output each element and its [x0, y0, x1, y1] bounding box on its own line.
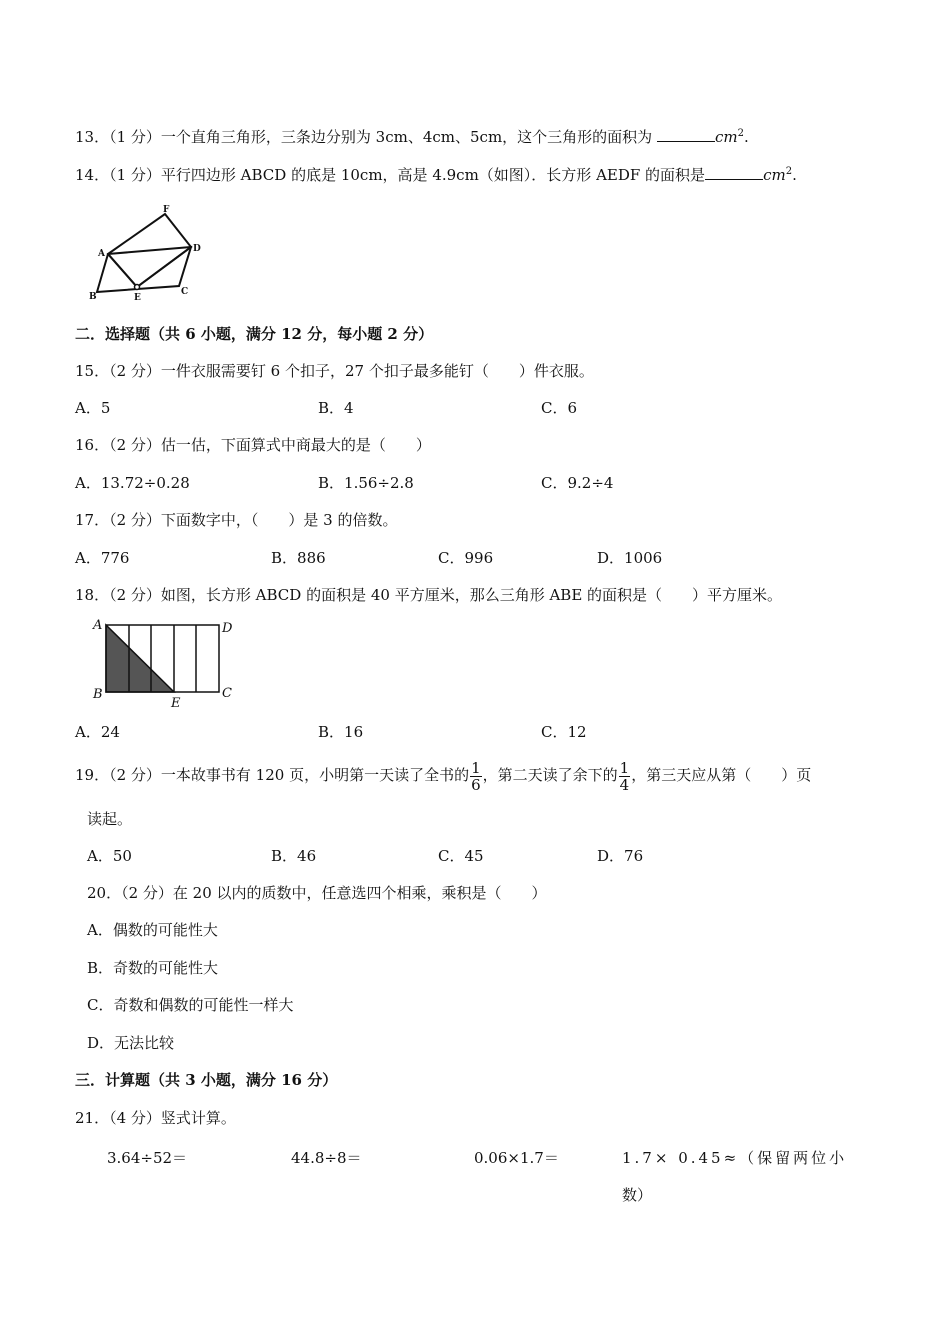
- calc-item-3: 0.06×1.7＝: [474, 1149, 559, 1167]
- option-c[interactable]: C．6: [541, 399, 578, 417]
- label-c: C: [181, 287, 189, 297]
- question-21: 21．（4 分）竖式计算。: [75, 1109, 236, 1127]
- unit: cm: [763, 166, 786, 184]
- option-b[interactable]: B．奇数的可能性大: [87, 959, 219, 977]
- label-a: A: [93, 618, 103, 633]
- calc-item-4-line2: 数）: [622, 1186, 653, 1204]
- question-15: 15．（2 分）一件衣服需要钉 6 个扣子，27 个扣子最多能钉（ ）件衣服。: [75, 362, 594, 380]
- calc-item-1: 3.64÷52＝: [107, 1149, 188, 1167]
- unit-exponent: 2: [785, 166, 793, 177]
- option-d[interactable]: D．76: [597, 847, 644, 865]
- option-c[interactable]: C．996: [438, 549, 494, 567]
- q19-part1: 19．（2 分）一本故事书有 120 页，小明第一天读了全书的: [75, 766, 470, 784]
- question-13: [75, 124, 749, 147]
- option-a[interactable]: A．偶数的可能性大: [87, 921, 218, 939]
- parallelogram-figure: [85, 200, 215, 305]
- option-a[interactable]: A．776: [75, 549, 130, 567]
- option-b[interactable]: B．886: [271, 549, 326, 567]
- parallelogram-abcd: [97, 247, 191, 292]
- label-b: B: [93, 687, 103, 702]
- q14-text: 14．（1 分）平行四边形 ABCD 的底是 10cm，高是 4.9cm（如图）．长方形 AEDF 的面积是: [75, 166, 706, 184]
- period: .: [743, 128, 749, 146]
- label-e: E: [134, 293, 141, 303]
- q19-part2: ，第二天读了余下的: [482, 766, 618, 784]
- unit: cm: [714, 128, 738, 146]
- label-e: E: [171, 696, 181, 710]
- period: .: [792, 166, 797, 184]
- unit-exponent: 2: [737, 128, 744, 139]
- answer-blank[interactable]: [657, 141, 715, 142]
- calc-item-2: 44.8÷8＝: [291, 1149, 362, 1167]
- option-a[interactable]: A．5: [75, 399, 111, 417]
- shaded-triangle-abe: [106, 625, 174, 692]
- label-b: B: [89, 292, 97, 302]
- question-19: [75, 757, 811, 793]
- section-3-heading: 三．计算题（共 3 小题，满分 16 分）: [75, 1071, 338, 1089]
- rectangle-figure: [88, 615, 238, 710]
- option-c[interactable]: C．奇数和偶数的可能性一样大: [87, 996, 294, 1014]
- calc-item-4: 1.7× 0.45≈（保留两位小: [622, 1149, 848, 1167]
- question-17: 17．（2 分）下面数字中，（ ）是 3 的倍数。: [75, 511, 398, 529]
- option-b[interactable]: B．46: [271, 847, 317, 865]
- option-d[interactable]: D．无法比较: [87, 1034, 175, 1052]
- option-a[interactable]: A．24: [75, 723, 120, 741]
- label-f: F: [163, 205, 170, 215]
- label-a: A: [98, 249, 105, 259]
- label-d: D: [193, 244, 201, 254]
- option-b[interactable]: B．4: [318, 399, 354, 417]
- section-2-heading: 二．选择题（共 6 小题，满分 12 分，每小题 2 分）: [75, 325, 434, 343]
- option-d[interactable]: D．1006: [597, 549, 663, 567]
- question-20: 20．（2 分）在 20 以内的质数中，任意选四个相乘，乘积是（ ）: [87, 884, 547, 902]
- option-c[interactable]: C．12: [541, 723, 587, 741]
- option-c[interactable]: C．9.2÷4: [541, 474, 614, 492]
- numerator: 1: [471, 758, 481, 777]
- option-c[interactable]: C．45: [438, 847, 484, 865]
- fraction-one-fourth: [619, 760, 631, 793]
- option-b[interactable]: B．16: [318, 723, 364, 741]
- question-14: [75, 162, 797, 185]
- numerator: 1: [619, 758, 630, 777]
- question-19-line2: 读起。: [87, 810, 133, 828]
- denominator: 6: [471, 775, 481, 794]
- label-c: C: [222, 686, 232, 701]
- label-d: D: [222, 621, 233, 636]
- fraction-one-sixth: [470, 760, 482, 793]
- question-16: 16．（2 分）估一估，下面算式中商最大的是（ ）: [75, 436, 431, 454]
- question-18: 18．（2 分）如图，长方形 ABCD 的面积是 40 平方厘米，那么三角形 ABE 的面积是（ ）平方厘米。: [75, 586, 783, 604]
- option-a[interactable]: A．50: [87, 847, 132, 865]
- answer-blank[interactable]: [705, 179, 763, 180]
- option-a[interactable]: A．13.72÷0.28: [75, 474, 190, 492]
- denominator: 4: [619, 775, 630, 794]
- option-b[interactable]: B．1.56÷2.8: [318, 474, 414, 492]
- q19-part3: ，第三天应从第（ ）页: [631, 766, 812, 784]
- q13-text: 13．（1 分）一个直角三角形，三条边分别为 3cm、4cm、5cm，这个三角形的面积为: [75, 128, 657, 146]
